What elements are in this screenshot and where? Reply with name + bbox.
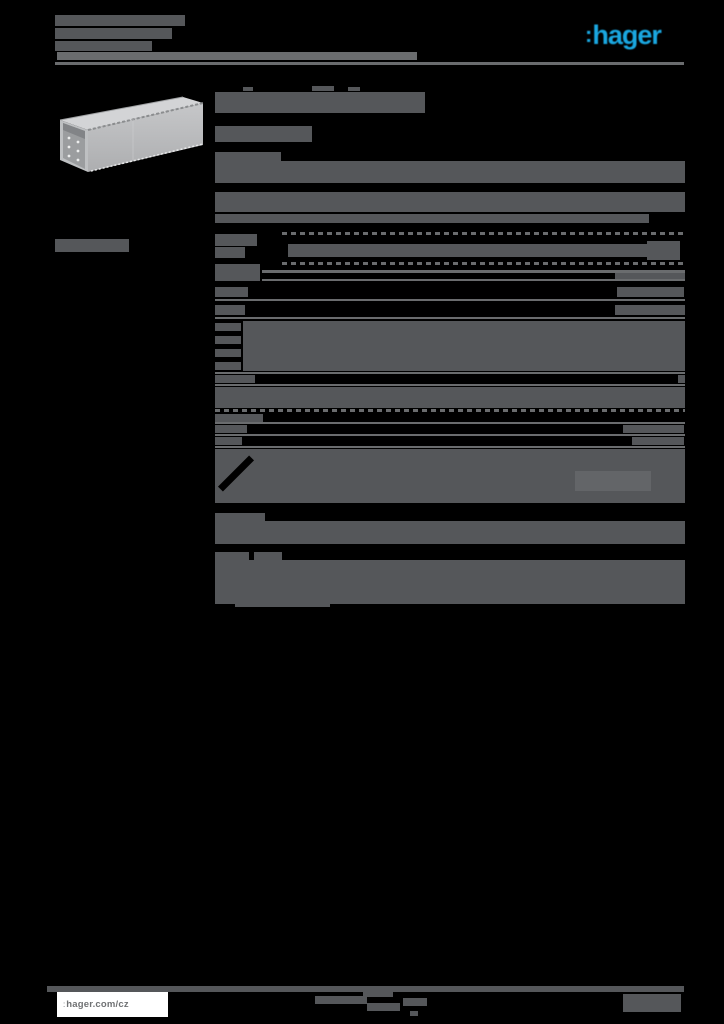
header-rule <box>55 62 684 65</box>
table-rule <box>215 384 685 386</box>
footer-text-redacted <box>367 1003 400 1011</box>
paragraph-redacted <box>215 192 685 212</box>
footer-page-block-redacted <box>623 994 681 1012</box>
row-label-redacted <box>215 287 248 297</box>
header-line-2 <box>55 28 172 39</box>
row-value-redacted <box>647 241 680 260</box>
product-title-redacted <box>215 92 425 113</box>
table-rule <box>215 446 685 448</box>
table-rule <box>262 279 685 281</box>
paragraph-redacted <box>215 521 685 544</box>
title-diacritic <box>243 87 253 91</box>
row-label-redacted <box>215 323 241 331</box>
product-subtitle-redacted <box>215 126 312 142</box>
dashed-rule <box>215 409 685 412</box>
header-line-3 <box>55 41 152 51</box>
table-rule <box>215 422 685 424</box>
table-rule <box>215 317 685 319</box>
table-rule <box>215 434 685 436</box>
footer-website-mark: : <box>63 1000 66 1009</box>
header-line-1 <box>55 15 185 26</box>
row-value-redacted <box>617 287 684 297</box>
section-label-redacted <box>215 552 249 560</box>
product-image <box>55 86 205 178</box>
paragraph-redacted <box>215 161 685 183</box>
side-label-redacted <box>55 239 129 252</box>
row-label-redacted <box>215 336 241 344</box>
section-label-redacted <box>215 513 265 521</box>
row-label-redacted <box>215 305 245 315</box>
footer-text-redacted <box>315 996 367 1004</box>
paragraph-redacted <box>215 387 685 408</box>
row-label-redacted <box>215 264 260 281</box>
hager-logo-text: hager <box>592 20 661 50</box>
row-value-redacted <box>632 437 684 445</box>
title-diacritic <box>348 87 360 91</box>
row-label-redacted <box>215 247 245 258</box>
hager-logo-mark: : <box>585 22 592 47</box>
footer-text-redacted <box>410 1011 418 1016</box>
row-value-redacted <box>288 244 648 257</box>
row-label-redacted <box>215 362 241 370</box>
footer-text-redacted <box>363 991 393 997</box>
table-rule <box>215 299 685 301</box>
row-value-redacted <box>615 305 685 315</box>
footer-text-redacted <box>403 998 427 1006</box>
table-rule <box>215 372 685 374</box>
lighter-patch <box>575 471 651 491</box>
row-label-redacted <box>215 349 241 357</box>
table-values-block-redacted <box>243 321 685 371</box>
hager-logo <box>585 22 661 49</box>
row-label-redacted <box>215 437 242 445</box>
row-value-redacted <box>623 425 684 433</box>
section-label-redacted <box>254 552 282 560</box>
row-label-redacted <box>215 425 247 433</box>
footer-website-link[interactable]: hager.com/cz <box>66 999 129 1010</box>
cable-trunking-render <box>55 86 205 178</box>
row-label-redacted <box>215 414 263 422</box>
footer-website-box <box>57 992 168 1017</box>
row-value-redacted <box>678 375 685 383</box>
row-label-redacted <box>215 375 255 383</box>
dashed-rule <box>282 232 684 235</box>
row-label-redacted <box>215 234 257 246</box>
paragraph-tail-redacted <box>235 604 330 607</box>
header-line-4 <box>57 52 417 60</box>
title-diacritic <box>312 86 334 91</box>
dashed-rule <box>282 262 684 265</box>
paragraph-block-redacted <box>215 560 685 604</box>
paragraph-redacted <box>215 214 649 223</box>
